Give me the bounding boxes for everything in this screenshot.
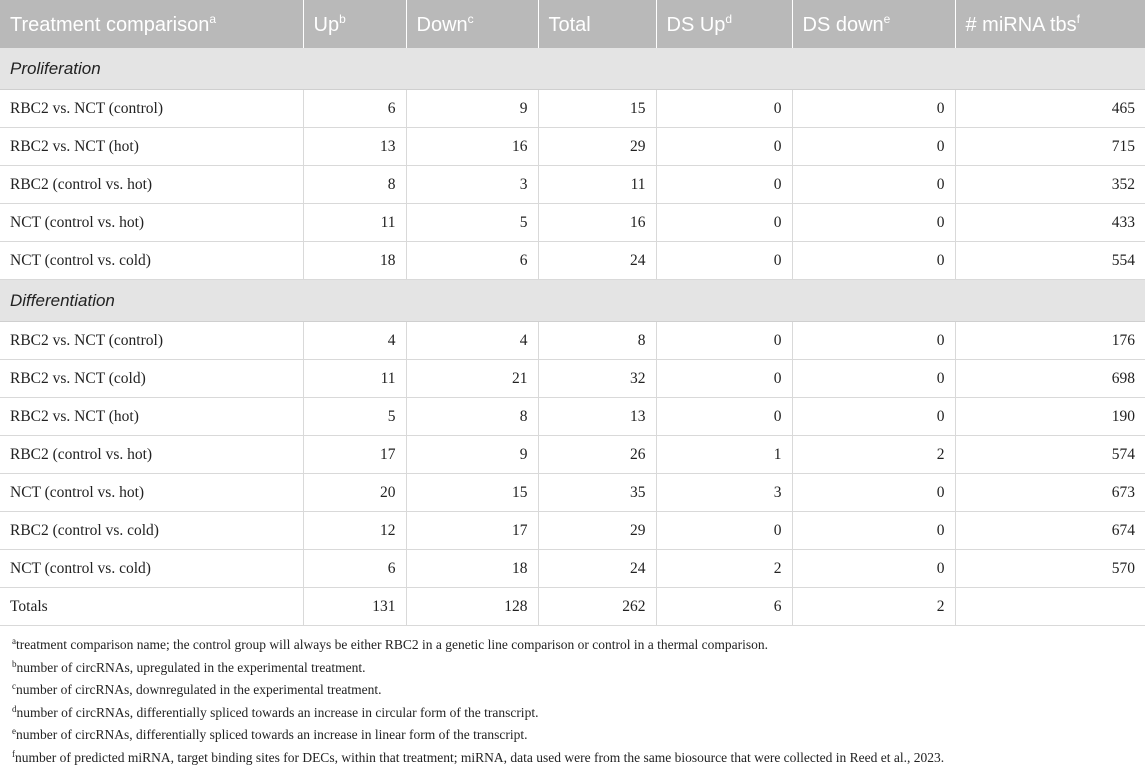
section-title: Proliferation: [0, 48, 1145, 90]
table-cell: 9: [406, 436, 538, 474]
footnote-c: [12, 677, 1135, 700]
table-row: [0, 90, 1145, 128]
table-row: [0, 242, 1145, 280]
table-cell: 0: [792, 128, 955, 166]
table-cell: 674: [955, 512, 1145, 550]
table-cell: 673: [955, 474, 1145, 512]
table-cell: 0: [656, 90, 792, 128]
table-cell: 190: [955, 398, 1145, 436]
footnote-e: [12, 722, 1135, 745]
header-ds-down: DS down$^e$: [792, 0, 955, 48]
table-cell: 24: [538, 242, 656, 280]
table-row: [0, 550, 1145, 588]
table-cell: 465: [955, 90, 1145, 128]
row-label: NCT (control vs. cold): [0, 242, 303, 280]
footnote-marker: f: [12, 749, 15, 759]
row-label: RBC2 vs. NCT (control): [0, 90, 303, 128]
table-cell: 18: [406, 550, 538, 588]
footnote-text: number of circRNAs, differentially spliced towards an increase in linear form of the transcript.: [16, 727, 527, 742]
table-cell: 18: [303, 242, 406, 280]
table-row: [0, 474, 1145, 512]
table-row: [0, 128, 1145, 166]
header-treatment-comparison: Treatment comparison$^a$: [0, 0, 303, 48]
table-cell: 3: [406, 166, 538, 204]
row-label: NCT (control vs. hot): [0, 474, 303, 512]
footnote-text: number of circRNAs, upregulated in the experimental treatment.: [17, 660, 366, 675]
table-cell: 0: [792, 474, 955, 512]
table-row: [0, 436, 1145, 474]
row-label: RBC2 (control vs. hot): [0, 166, 303, 204]
table-cell: 24: [538, 550, 656, 588]
table-cell: 6: [303, 550, 406, 588]
header-down: Down$^c$: [406, 0, 538, 48]
row-label: RBC2 (control vs. cold): [0, 512, 303, 550]
table-cell: 6: [656, 588, 792, 626]
section-row-differentiation: [0, 280, 1145, 322]
table-cell: 0: [792, 360, 955, 398]
section-title: Differentiation: [0, 280, 1145, 322]
row-label: RBC2 vs. NCT (hot): [0, 398, 303, 436]
table-cell: 574: [955, 436, 1145, 474]
footnote-marker: c: [12, 681, 16, 691]
totals-row: [0, 588, 1145, 626]
table-cell: 4: [303, 322, 406, 360]
table-cell: 13: [303, 128, 406, 166]
table-cell: 35: [538, 474, 656, 512]
table-cell: 16: [538, 204, 656, 242]
table-cell: 9: [406, 90, 538, 128]
table-row: [0, 322, 1145, 360]
table-cell: 352: [955, 166, 1145, 204]
table-cell: 6: [406, 242, 538, 280]
row-label: NCT (control vs. hot): [0, 204, 303, 242]
header-up: Up$^b$: [303, 0, 406, 48]
table-cell: 131: [303, 588, 406, 626]
header-row: [0, 0, 1145, 48]
table-row: [0, 512, 1145, 550]
table-cell: 1: [656, 436, 792, 474]
footnote-b: [12, 655, 1135, 678]
table-cell: 8: [303, 166, 406, 204]
table-cell: 0: [792, 204, 955, 242]
table-cell: 0: [656, 128, 792, 166]
table-cell: 17: [303, 436, 406, 474]
header-mirna-tbs: # miRNA tbs$^f$: [955, 0, 1145, 48]
table-cell: 0: [656, 242, 792, 280]
table-cell: 0: [656, 512, 792, 550]
table-cell: 11: [303, 360, 406, 398]
table-cell: 26: [538, 436, 656, 474]
table-cell: 17: [406, 512, 538, 550]
table-cell: 0: [656, 322, 792, 360]
header-total: Total: [538, 0, 656, 48]
row-label: RBC2 vs. NCT (cold): [0, 360, 303, 398]
table-cell: 262: [538, 588, 656, 626]
footnotes: [0, 626, 1145, 767]
table-cell: 21: [406, 360, 538, 398]
footnote-marker: a: [12, 636, 16, 646]
table-cell: 8: [406, 398, 538, 436]
table-cell: 698: [955, 360, 1145, 398]
table-cell: 11: [303, 204, 406, 242]
table-row: [0, 360, 1145, 398]
section-row-proliferation: [0, 48, 1145, 90]
table-cell: 16: [406, 128, 538, 166]
table-cell: 15: [538, 90, 656, 128]
table-cell: 0: [656, 398, 792, 436]
row-label: RBC2 vs. NCT (hot): [0, 128, 303, 166]
table-cell: 715: [955, 128, 1145, 166]
table-cell: 570: [955, 550, 1145, 588]
table-row: [0, 398, 1145, 436]
table-cell: 128: [406, 588, 538, 626]
footnote-text: treatment comparison name; the control group will always be either RBC2 in a genetic line comparison or control in a thermal comparison.: [16, 637, 768, 652]
footnote-text: number of predicted miRNA, target binding sites for DECs, within that treatment; miRNA, data used were from the same biosource that were collected in Reed et al., 2023.: [15, 750, 944, 765]
table-cell: 2: [792, 588, 955, 626]
table-cell: 4: [406, 322, 538, 360]
table-cell: 433: [955, 204, 1145, 242]
table-cell: 2: [792, 436, 955, 474]
table-cell: 12: [303, 512, 406, 550]
table-row: [0, 166, 1145, 204]
table-cell: 0: [792, 322, 955, 360]
table-cell: 0: [792, 512, 955, 550]
table-cell: 20: [303, 474, 406, 512]
table-cell: 0: [656, 204, 792, 242]
footnote-marker: e: [12, 726, 16, 736]
header-ds-up: DS Up$^d$: [656, 0, 792, 48]
table-cell: 176: [955, 322, 1145, 360]
table-cell: 0: [656, 360, 792, 398]
row-label: RBC2 vs. NCT (control): [0, 322, 303, 360]
table-cell: 29: [538, 512, 656, 550]
footnote-marker: b: [12, 659, 17, 669]
footnote-f: [12, 745, 1135, 767]
table-cell: 0: [792, 90, 955, 128]
table-cell: 15: [406, 474, 538, 512]
table-cell: 6: [303, 90, 406, 128]
table-cell: 8: [538, 322, 656, 360]
table-cell: 11: [538, 166, 656, 204]
footnote-marker: d: [12, 704, 17, 714]
table-cell: 0: [792, 550, 955, 588]
footnote-a: [12, 632, 1135, 655]
table-cell: [955, 588, 1145, 626]
table-body: [0, 48, 1145, 626]
table-cell: 32: [538, 360, 656, 398]
footnote-text: number of circRNAs, differentially spliced towards an increase in circular form of the transcript.: [17, 705, 539, 720]
table-cell: 0: [792, 242, 955, 280]
table-cell: 0: [792, 398, 955, 436]
table-cell: 5: [303, 398, 406, 436]
table-cell: 2: [656, 550, 792, 588]
footnote-text: number of circRNAs, downregulated in the experimental treatment.: [16, 682, 382, 697]
row-label: NCT (control vs. cold): [0, 550, 303, 588]
table-cell: 29: [538, 128, 656, 166]
footnote-d: [12, 700, 1135, 723]
table-cell: 0: [656, 166, 792, 204]
table-cell: 3: [656, 474, 792, 512]
table-cell: 0: [792, 166, 955, 204]
table-row: [0, 204, 1145, 242]
table-cell: 554: [955, 242, 1145, 280]
row-label: Totals: [0, 588, 303, 626]
table-cell: 13: [538, 398, 656, 436]
row-label: RBC2 (control vs. hot): [0, 436, 303, 474]
table-cell: 5: [406, 204, 538, 242]
